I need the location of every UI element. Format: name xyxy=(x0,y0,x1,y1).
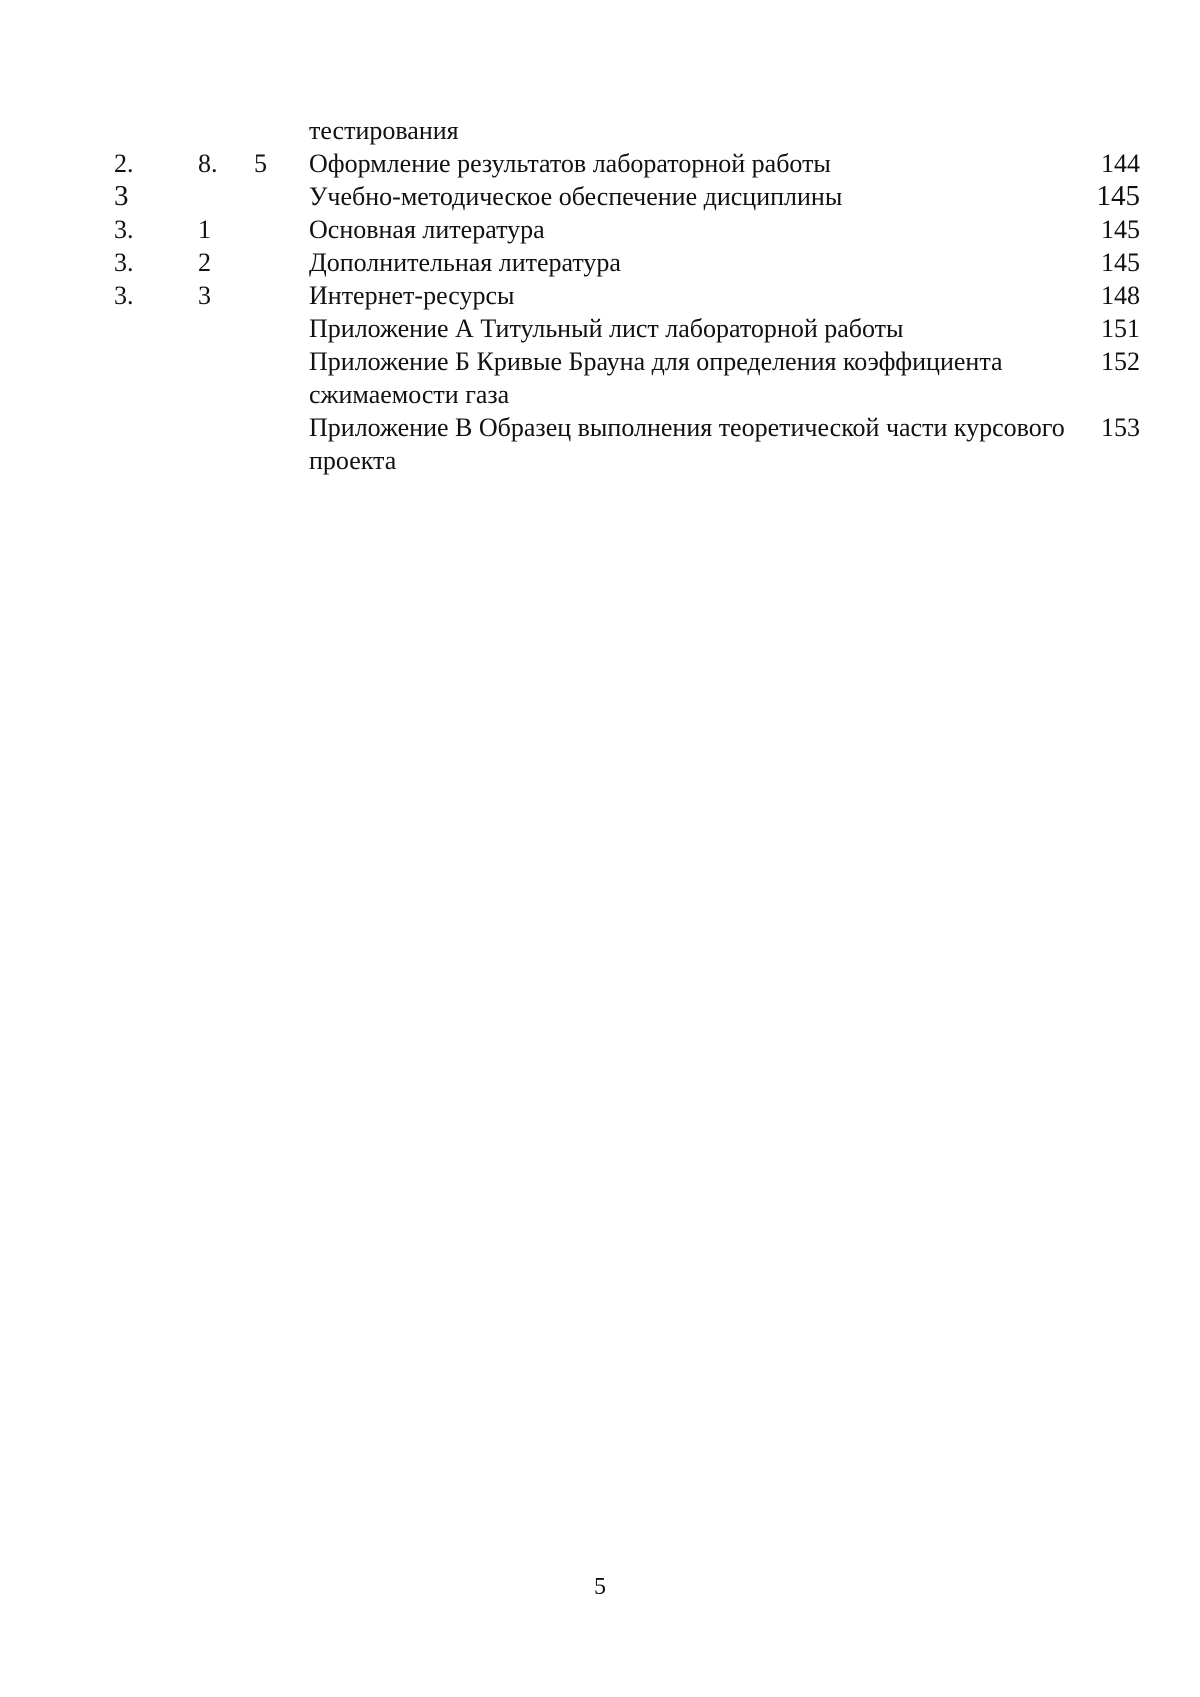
toc-title: Оформление результатов лабораторной работы xyxy=(309,149,831,178)
table-of-contents xyxy=(114,114,1140,477)
toc-title: тестирования xyxy=(309,116,459,145)
toc-num-2: 8. xyxy=(198,149,218,178)
toc-row xyxy=(114,114,1140,147)
toc-page: 145 xyxy=(1101,248,1140,277)
toc-row xyxy=(114,246,1140,279)
toc-title: Интернет-ресурсы xyxy=(309,281,515,310)
toc-num-1: 3. xyxy=(114,248,134,277)
toc-num-2: 3 xyxy=(198,281,211,310)
toc-title: Основная литература xyxy=(309,215,545,244)
toc-title: Дополнительная литература xyxy=(309,248,621,277)
toc-page: 151 xyxy=(1101,314,1140,343)
toc-num-2: 2 xyxy=(198,248,211,277)
toc-num-3: 5 xyxy=(254,149,267,178)
toc-num-1: 3. xyxy=(114,215,134,244)
toc-page: 145 xyxy=(1101,215,1140,244)
toc-num-1: 2. xyxy=(114,149,134,178)
toc-page: 145 xyxy=(1096,180,1140,212)
toc-row xyxy=(114,147,1140,180)
toc-row xyxy=(114,312,1140,345)
toc-num-1: 3 xyxy=(114,180,129,212)
toc-num-1: 3. xyxy=(114,281,134,310)
page-number: 5 xyxy=(594,1574,606,1600)
toc-row xyxy=(114,411,1140,477)
toc-page: 148 xyxy=(1101,281,1140,310)
toc-num-2: 1 xyxy=(198,215,211,244)
toc-title: Приложение Б Кривые Брауна для определения коэффициента сжимаемости газа xyxy=(309,347,1003,409)
toc-page: 153 xyxy=(1101,413,1140,442)
toc-row xyxy=(114,279,1140,312)
toc-row xyxy=(114,180,1140,213)
toc-title: Учебно-методическое обеспечение дисциплины xyxy=(309,182,843,211)
toc-row xyxy=(114,213,1140,246)
toc-row xyxy=(114,345,1140,411)
toc-page: 144 xyxy=(1101,149,1140,178)
toc-title: Приложение А Титульный лист лабораторной работы xyxy=(309,314,904,343)
toc-title: Приложение В Образец выполнения теоретической части курсового проекта xyxy=(309,413,1065,475)
toc-page: 152 xyxy=(1101,347,1140,376)
